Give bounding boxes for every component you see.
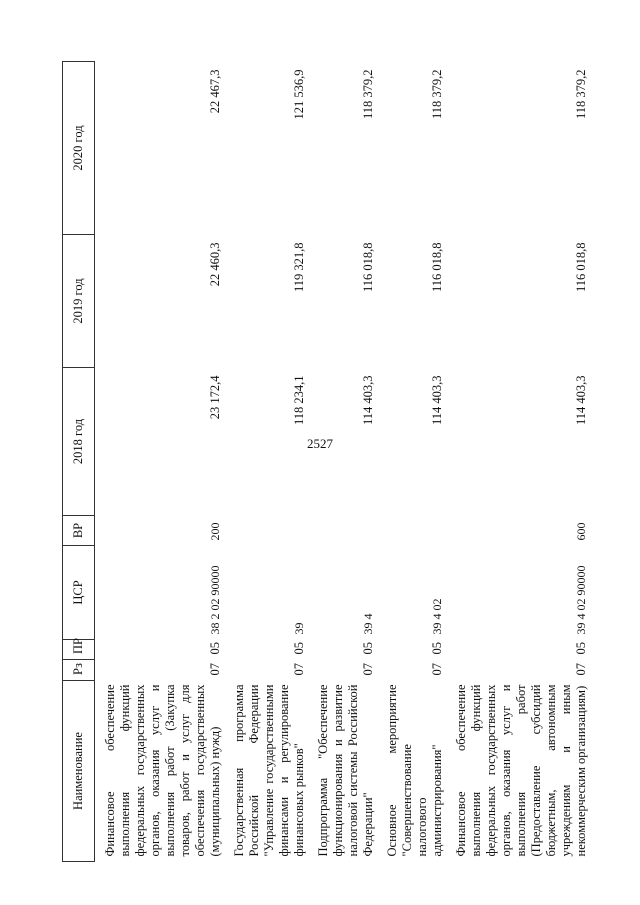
row-vr: 600 [574, 522, 588, 541]
row-2020: 118 379,2 [361, 69, 375, 120]
row-vr [377, 516, 446, 546]
table-row [377, 62, 446, 862]
row-pr: 05 [292, 642, 306, 655]
row-2020: 118 379,2 [430, 69, 444, 120]
header-pr: ПР [63, 640, 95, 660]
row-rz: 07 [361, 663, 375, 676]
header-2020: 2020 год [63, 62, 95, 235]
header-rz: Рз [63, 660, 95, 681]
row-csr: 38 2 02 90000 [208, 565, 222, 635]
row-2020: 22 467,3 [208, 69, 222, 114]
table-header-row [63, 62, 95, 862]
row-pr: 05 [574, 642, 588, 655]
row-2019: 116 018,8 [574, 242, 588, 293]
row-2020: 118 379,2 [574, 69, 588, 120]
row-vr: 200 [208, 522, 222, 541]
row-csr: 39 4 02 [430, 598, 444, 635]
row-rz: 07 [574, 663, 588, 676]
row-pr: 05 [208, 642, 222, 655]
header-vr: ВР [63, 516, 95, 546]
row-rz: 07 [430, 663, 444, 676]
row-rz: 07 [208, 663, 222, 676]
budget-table [62, 61, 590, 862]
row-2018: 23 172,4 [208, 375, 222, 420]
row-name: Финансовое обеспечение выполнения функций федеральных государственных органов, оказания услуг и выполнения работ (Закупка товаров, работ и услуг для обеспечения государственных (муниципальных) нужд) [103, 684, 222, 857]
table-row [446, 62, 590, 862]
table-row [95, 62, 225, 862]
row-csr: 39 [292, 622, 306, 635]
row-name: Подпрограмма "Обеспечение функционирования и развитие налоговой системы Российской Федерации" [316, 684, 375, 857]
header-name: Наименование [63, 681, 95, 862]
row-csr: 39 4 [361, 613, 375, 635]
row-2019: 116 018,8 [361, 242, 375, 293]
row-2018: 114 403,3 [361, 375, 375, 426]
row-2019: 119 321,8 [292, 242, 306, 293]
row-name: Основное мероприятие "Совершенствование налогового администрирования" [385, 684, 444, 857]
row-pr: 05 [361, 642, 375, 655]
row-2018: 114 403,3 [430, 375, 444, 426]
row-vr [308, 516, 377, 546]
header-2018: 2018 год [63, 368, 95, 516]
row-2018: 118 234,1 [292, 375, 306, 426]
row-vr [224, 516, 308, 546]
row-2019: 22 460,3 [208, 242, 222, 287]
row-name: Финансовое обеспечение выполнения функций федеральных государственных органов, оказания услуг и выполнения работ (Предоставление субсидий бюджетным, автономным учреждениям и иным некоммерческим организациям) [454, 684, 588, 857]
row-2019: 116 018,8 [430, 242, 444, 293]
row-2018: 114 403,3 [574, 375, 588, 426]
row-csr: 39 4 02 90000 [574, 565, 588, 635]
header-2019: 2019 год [63, 235, 95, 368]
header-csr: ЦСР [63, 546, 95, 640]
row-pr: 05 [430, 642, 444, 655]
table-row [308, 62, 377, 862]
table-row [224, 62, 308, 862]
row-rz: 07 [292, 663, 306, 676]
page-number: 2527 [307, 436, 333, 451]
rotated-page-content [62, 62, 602, 862]
row-name: Государственная программа Российской Федерации "Управление государственными финансами и регулирование финансовых рынков" [232, 684, 306, 857]
row-2020: 121 536,9 [292, 69, 306, 120]
